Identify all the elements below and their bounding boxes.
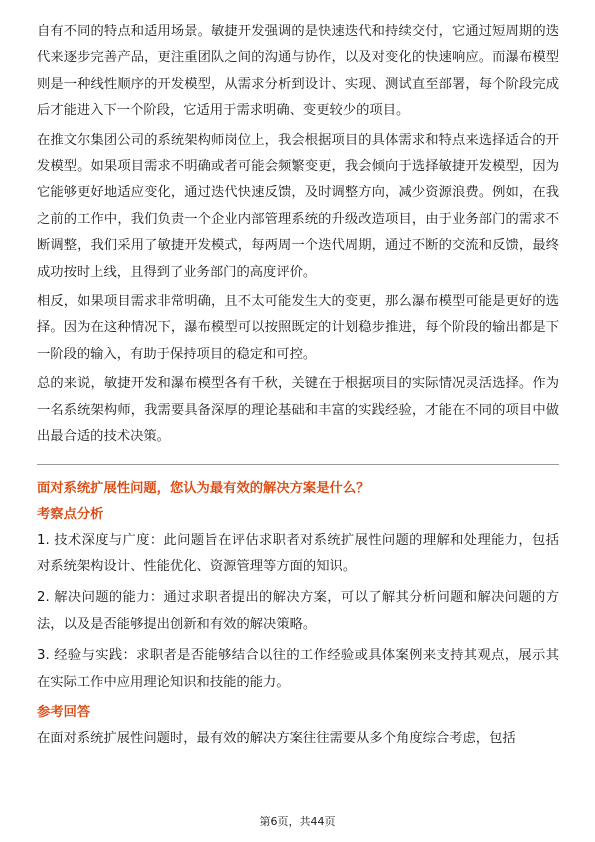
answer-paragraph: 在面对系统扩展性问题时，最有效的解决方案往往需要从多个角度综合考虑，包括 — [37, 730, 516, 746]
intro-paragraph-1: 自有不同的特点和适用场景。敏捷开发强调的是快速迭代和持续交付，它通过短周期的迭代来逐步完善产品，更注重团队之间的沟通与协作，以及对变化的快速响应。而瀑布模型则是一种线性顺序的开发模型，从需求分析到设计、实现、测试直至部署，每个阶段完成后才能进入下一个阶段，它适用于需求明确、变更较少的项目。 — [37, 24, 559, 119]
analysis-item-3: 3. 经验与实践：求职者是否能够结合以往的工作经验或具体案例来支持其观点，展示其在实际工作中应用理论知识和技能的能力。 — [37, 648, 559, 690]
answer-heading: 参考回答 — [37, 704, 91, 720]
page-content — [37, 19, 559, 755]
analysis-item-1: 1. 技术深度与广度：此问题旨在评估求职者对系统扩展性问题的理解和处理能力，包括对系统架构设计、性能优化、资源管理等方面的知识。 — [37, 532, 559, 574]
analysis-heading: 考察点分析 — [37, 506, 104, 522]
section-divider — [37, 464, 559, 465]
intro-paragraph-3: 相反，如果项目需求非常明确，且不太可能发生大的变更，那么瀑布模型可能是更好的选择。因为在这种情况下，瀑布模型可以按照既定的计划稳步推进，每个阶段的输出都是下一阶段的输入，有助于保持项目的稳定和可控。 — [37, 294, 559, 362]
page-footer: 第6页，共44页 — [259, 815, 336, 828]
question-heading: 面对系统扩展性问题，您认为最有效的解决方案是什么？ — [37, 480, 370, 496]
analysis-item-2: 2. 解决问题的能力：通过求职者提出的解决方案，可以了解其分析问题和解决问题的方法，以及是否能够提出创新和有效的解决策略。 — [37, 590, 559, 632]
intro-paragraph-2: 在推文尔集团公司的系统架构师岗位上，我会根据项目的具体需求和特点来选择适合的开发模型。如果项目需求不明确或者可能会频繁变更，我会倾向于选择敏捷开发模型，因为它能够更好地适应变化，通过迭代快速反馈，及时调整方向，减少资源浪费。例如，在我之前的工作中，我们负责一个企业内部管理系统的升级改造项目，由于业务部门的需求不断调整，我们采用了敏捷开发模式，每两周一个迭代周期，通过不断的交流和反馈，最终成功按时上线，且得到了业务部门的高度评价。 — [37, 132, 559, 280]
intro-paragraph-4: 总的来说，敏捷开发和瀑布模型各有千秋，关键在于根据项目的实际情况灵活选择。作为一名系统架构师，我需要具备深厚的理论基础和丰富的实践经验，才能在不同的项目中做出最合适的技术决策。 — [37, 376, 559, 445]
